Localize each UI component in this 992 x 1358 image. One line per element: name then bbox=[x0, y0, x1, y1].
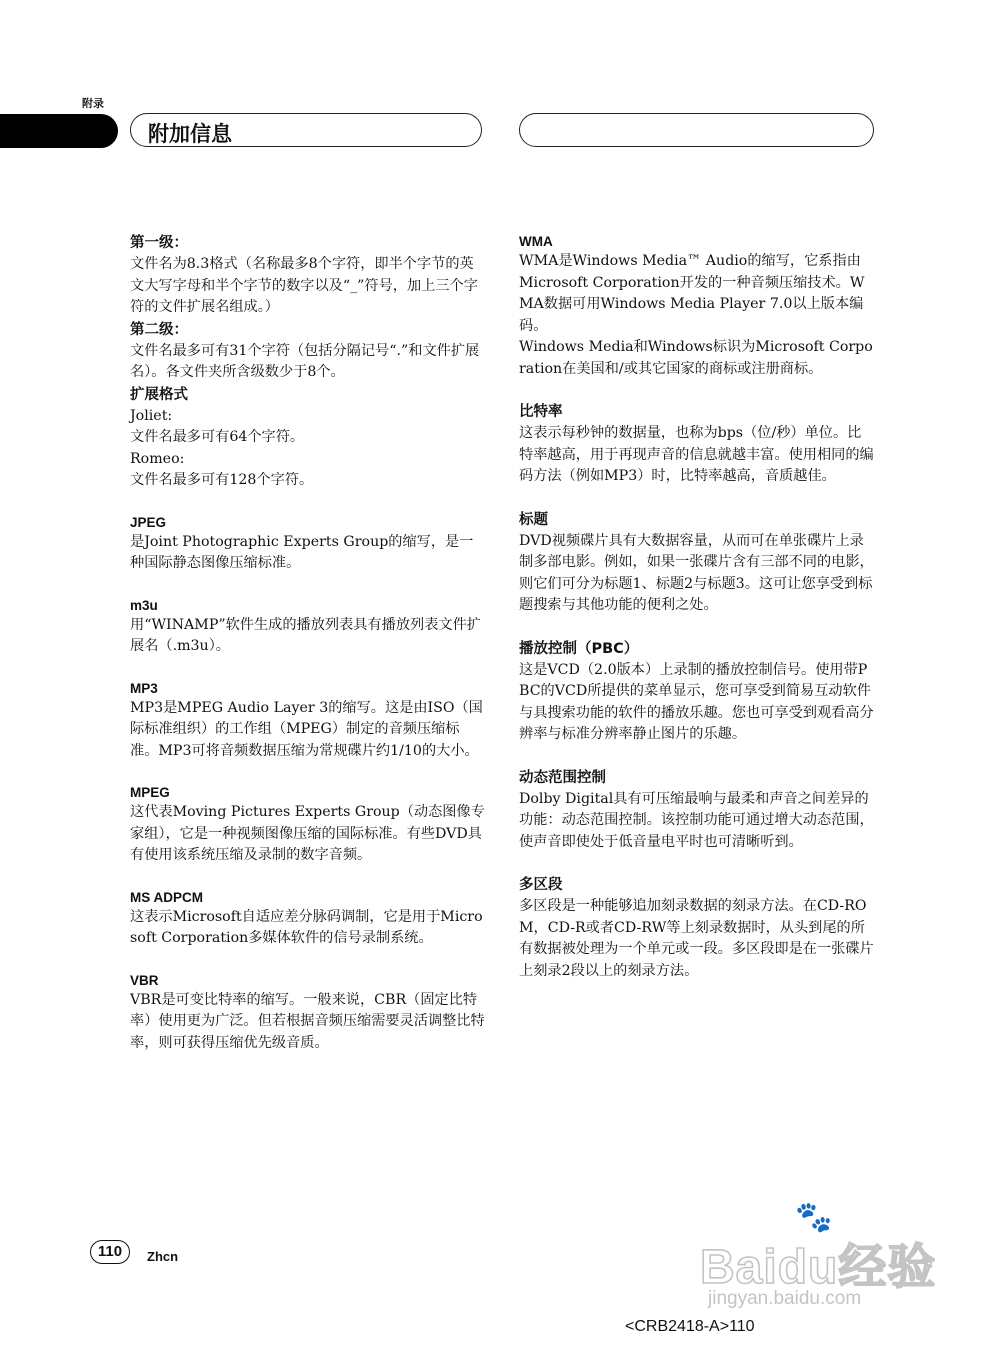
entry-text: 这是VCD（2.0版本）上录制的播放控制信号。使用带PBC的VCD所提供的菜单显示，您可享受到简易互动软件与具搜索功能的软件的播放乐趣。您也可享受到观看高分辨率与标准分辨率静止图片的乐趣。 bbox=[519, 661, 874, 742]
entry-heading: m3u bbox=[130, 597, 158, 613]
glossary-entry bbox=[130, 596, 486, 658]
glossary-entry bbox=[519, 509, 875, 617]
entry-heading: 比特率 bbox=[519, 404, 563, 420]
glossary-entry bbox=[130, 888, 486, 950]
entry-text: Windows Media和Windows标识为Microsoft Corporation在美国和/或其它国家的商标或注册商标。 bbox=[519, 339, 873, 377]
entry-text: WMA是Windows Media™ Audio的缩写，它系指由Microsoft Corporation开发的一种音频压缩技术。WMA数据可用Windows Media Player 7.0以上版本编码。 bbox=[519, 253, 865, 334]
entry-text: 用“WINAMP”软件生成的播放列表具有播放列表文件扩展名（.m3u）。 bbox=[130, 616, 481, 654]
joliet-text: 文件名最多可有64个字符。 bbox=[130, 429, 305, 445]
glossary-entry bbox=[519, 232, 875, 380]
entry-text: 这代表Moving Pictures Experts Group（动态图像专家组），它是一种视频图像压缩的国际标准。有些DVD具有使用该系统压缩及录制的数字音频。 bbox=[130, 804, 485, 863]
level1-text: 文件名为8.3格式（名称最多8个字符，即半个字节的英文大写字母和半个字节的数字以及“_”符号，加上三个字符的文件扩展名组成。） bbox=[130, 256, 478, 315]
glossary-entry bbox=[130, 971, 486, 1055]
entry-heading: MPEG bbox=[130, 785, 170, 800]
romeo-text: 文件名最多可有128个字符。 bbox=[130, 472, 314, 488]
empty-title-pill bbox=[519, 113, 874, 147]
right-column bbox=[519, 232, 875, 1003]
glossary-entry bbox=[519, 767, 875, 854]
page-title: 附加信息 bbox=[148, 122, 232, 146]
entry-text: Dolby Digital具有可压缩最响与最柔和声音之间差异的功能：动态范围控制。该控制功能可通过增大动态范围，使声音即使处于低音量电平时也可清晰听到。 bbox=[519, 790, 874, 850]
entry-heading: WMA bbox=[519, 234, 553, 249]
baidu-watermark bbox=[700, 1200, 940, 1325]
level2-heading: 第二级： bbox=[130, 321, 188, 338]
glossary-entry bbox=[519, 401, 875, 488]
entry-heading: MS ADPCM bbox=[130, 889, 203, 905]
level1-heading: 第一级： bbox=[130, 235, 188, 251]
entry-heading: MP3 bbox=[130, 680, 158, 696]
glossary-entry bbox=[130, 679, 486, 763]
ext-heading: 扩展格式 bbox=[130, 386, 188, 403]
entry-heading: 动态范围控制 bbox=[519, 769, 606, 786]
entry-text: DVD视频碟片具有大数据容量，从而可在单张碟片上录制多部电影。例如，如果一张碟片含有三部不同的电影，则它们可分为标题1、标题2与标题3。这可让您享受到标题搜索与其他功能的便利之处。 bbox=[519, 532, 874, 613]
level2-text: 文件名最多可有31个字符（包括分隔记号“.”和文件扩展名）。各文件夹所含级数少于8个。 bbox=[130, 342, 480, 380]
entry-text: MP3是MPEG Audio Layer 3的缩写。这是由ISO（国际标准组织）的工作组（MPEG）制定的音频压缩标准。MP3可将音频数据压缩为常规碟片约1/10的大小。 bbox=[130, 699, 483, 759]
title-pill bbox=[130, 113, 482, 147]
page-number: 110 bbox=[90, 1240, 130, 1264]
entry-text: 这表示每秒钟的数据量，也称为bps（位/秒）单位。比特率越高，用于再现声音的信息就越丰富。使用相同的编码方法（例如MP3）时，比特率越高，音质越佳。 bbox=[519, 425, 874, 484]
watermark-logo: Baidu经验 bbox=[700, 1241, 937, 1294]
entry-heading: 标题 bbox=[519, 511, 548, 528]
romeo-label: Romeo: bbox=[130, 450, 185, 467]
entry-text: VBR是可变比特率的缩写。一般来说，CBR（固定比特率）使用更为广泛。但若根据音频压缩需要灵活调整比特率，则可获得压缩优先级音质。 bbox=[130, 991, 485, 1051]
glossary-entry bbox=[130, 513, 486, 575]
entry-text: 多区段是一种能够追加刻录数据的刻录方法。在CD-ROM，CD-R或者CD-RW等上刻录数据时，从头到尾的所有数据被处理为一个单元或一段。多区段即是在一张碟片上刻录2段以上的刻录方法。 bbox=[519, 898, 874, 979]
glossary-entry bbox=[519, 874, 875, 982]
chapter-tab bbox=[0, 114, 118, 148]
entry-heading: 多区段 bbox=[519, 877, 563, 893]
section-label: 附录 bbox=[82, 97, 104, 110]
entry-heading: JPEG bbox=[130, 514, 167, 530]
entry-text: 是Joint Photographic Experts Group的缩写，是一种国际静态图像压缩标准。 bbox=[130, 533, 474, 571]
watermark-url: jingyan.baidu.com bbox=[708, 1288, 862, 1309]
left-column bbox=[130, 232, 486, 1075]
filename-levels-entry bbox=[130, 232, 486, 492]
document-code: <CRB2418-A>110 bbox=[625, 1318, 755, 1335]
entry-text: 这表示Microsoft自适应差分脉码调制，它是用于Microsoft Corporation多媒体软件的信号录制系统。 bbox=[130, 908, 483, 946]
paw-icon: 🐾 bbox=[795, 1200, 833, 1235]
joliet-label: Joliet: bbox=[130, 407, 173, 424]
entry-heading: 播放控制（PBC） bbox=[519, 640, 639, 657]
entry-heading: VBR bbox=[130, 972, 159, 988]
glossary-entry bbox=[130, 783, 486, 867]
glossary-entry bbox=[519, 638, 875, 746]
language-code: Zhcn bbox=[147, 1249, 179, 1264]
